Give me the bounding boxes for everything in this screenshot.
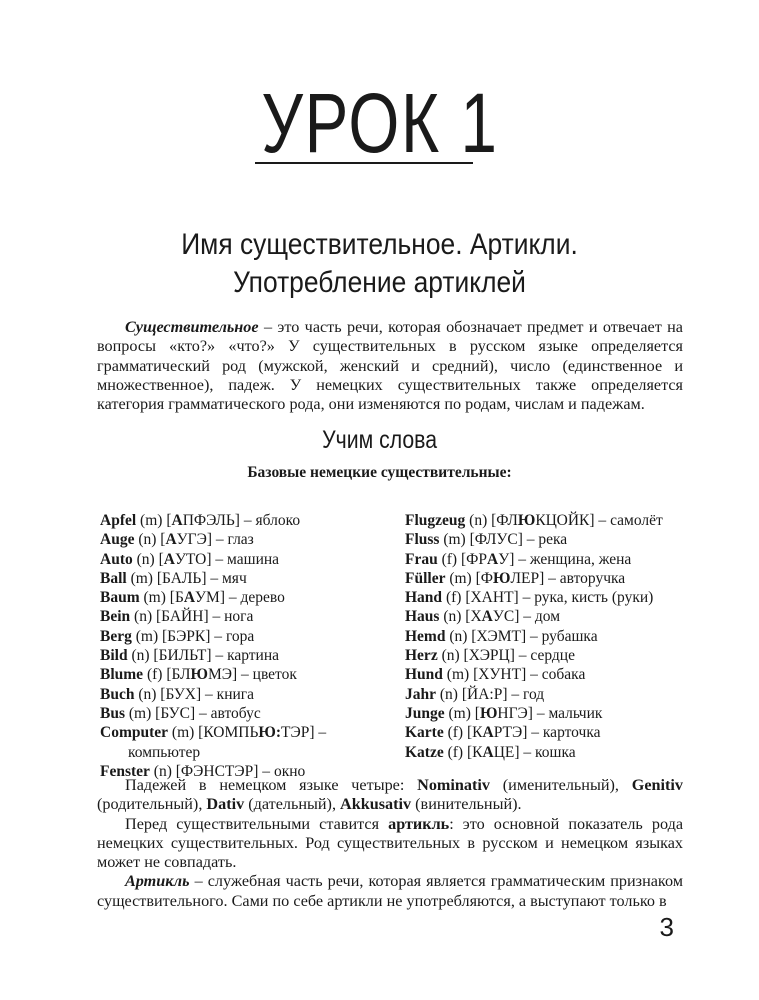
body-text: [97, 776, 683, 911]
gender: (m): [140, 512, 163, 529]
gender: (m): [130, 569, 153, 587]
german-word: Frau: [405, 550, 438, 568]
transcription: АПФЭЛЬ: [171, 512, 235, 529]
gender: (m): [143, 589, 166, 607]
german-word: Computer: [100, 724, 169, 742]
transcription: БЛЮМЭ: [171, 666, 232, 684]
german-word: Katze: [405, 743, 444, 761]
gender: (n): [138, 685, 157, 703]
transcription: ФЛЮКЦОЙК: [496, 512, 590, 529]
transcription: КАЦЕ: [472, 743, 515, 761]
section-title: [0, 426, 759, 455]
gender: (n): [443, 608, 462, 626]
transcription: КОМПЬЮ:ТЭР: [203, 724, 310, 742]
transcription: АУГЭ: [165, 531, 207, 549]
vocab-entry: Hemd (n) [ХЭМТ] – рубашка: [405, 627, 598, 645]
subtitle-line: Имя существительное. Артикли.: [181, 228, 578, 261]
german-word: Apfel: [100, 512, 137, 529]
translation: глаз: [227, 531, 254, 549]
gender: (n): [131, 647, 150, 665]
vocab-entry: Frau (f) [ФРАУ] – женщина, жена: [405, 550, 632, 568]
vocab-entry: Füller (m) [ФЮЛЕР] – авторучка: [405, 569, 626, 587]
german-word: Karte: [405, 724, 444, 742]
gender: (f): [447, 724, 464, 742]
vocab-entry: Karte (f) [КАРТЭ] – карточка: [405, 724, 601, 742]
transcription: ЙА:Р: [467, 685, 503, 703]
transcription: КАРТЭ: [472, 724, 523, 742]
vocab-entry: Jahr (n) [ЙА:Р] – год: [405, 685, 545, 703]
translation: дом: [534, 608, 561, 626]
translation: кошка: [535, 743, 576, 761]
gender: (n): [469, 512, 488, 529]
transcription: ХУНТ: [478, 666, 522, 684]
german-word: Buch: [100, 685, 135, 703]
transcription: ХАНТ: [470, 589, 514, 607]
cases-paragraph: Падежей в немецком языке четыре: Nominativ (именительный), Genitiv (родительный), Dativ (дательный), Akkusativ (винительный).: [97, 776, 683, 814]
translation: мяч: [222, 569, 247, 587]
transcription: ХАУС: [470, 608, 515, 626]
title-underline: [255, 162, 473, 164]
vocab-entry: Bild (n) [БИЛЬТ] – картина: [100, 647, 280, 665]
transcription: БАЛЬ: [162, 569, 202, 587]
gender: (n): [136, 550, 155, 568]
translation: авторучка: [559, 569, 626, 587]
translation: год: [523, 685, 545, 703]
german-word: Fluss: [405, 531, 440, 549]
vocab-entry: Hund (m) [ХУНТ] – собака: [405, 666, 586, 684]
german-word: Hund: [405, 666, 443, 684]
vocab-entry: Fluss (m) [ФЛУС] – река: [405, 531, 568, 549]
transcription: ФРАУ: [466, 550, 510, 568]
translation: яблоко: [255, 512, 301, 529]
vocab-entry: Berg (m) [БЭРК] – гора: [100, 627, 255, 645]
gender: (m): [446, 666, 470, 684]
vocab-entry: Fenster (n) [ФЭНСТЭР] – окно: [100, 762, 306, 780]
article-paragraph: Перед существительными ставится артикль: это основной показатель рода немецких существительных. Род существительных в русском и немецком языках может не совпадать.: [97, 814, 684, 872]
translation: машина: [227, 550, 280, 568]
translation: рука, кисть (руки): [534, 589, 654, 607]
translation: самолёт: [610, 512, 663, 529]
german-word: Bild: [100, 647, 128, 665]
vocab-entry: Computer (m) [КОМПЬЮ:ТЭР] – компьютер: [100, 724, 327, 761]
vocab-entry: Bein (n) [БАЙН] – нога: [100, 608, 254, 626]
german-word: Haus: [405, 608, 440, 626]
german-word: Jahr: [405, 685, 436, 703]
transcription: БУС: [160, 704, 190, 722]
translation: мальчик: [548, 704, 603, 722]
translation: дерево: [240, 589, 285, 607]
translation: картина: [227, 647, 280, 665]
translation: сердце: [530, 647, 575, 665]
german-word: Auge: [100, 531, 135, 549]
vocab-label: Базовые немецкие существительные:: [247, 464, 512, 481]
vocab-entry: Junge (m) [ЮНГЭ] – мальчик: [405, 704, 603, 722]
gender: (n): [441, 647, 460, 665]
translation: карточка: [542, 724, 601, 742]
translation: река: [538, 531, 568, 549]
german-word: Bus: [100, 704, 125, 722]
lesson-title-text: УРОК 1: [260, 76, 499, 170]
article-definition: Артикль – служебная часть речи, которая является грамматическим признаком существительного. Сами по себе артикли не употребляются, а выступают только в: [97, 872, 683, 910]
transcription: ФЛУС: [474, 531, 518, 549]
german-word: Flugzeug: [405, 512, 466, 529]
intro-text: – это часть речи, которая обозначает предмет и отвечает на вопросы «кто?» «что?» У существительных в русском языке определяется грамматический род (мужской, женский и средний), число (единственное и множественное), падеж. У немецких существительных также определяется категория грамматического рода, они изменяются по родам, числам и падежам.: [97, 318, 683, 414]
translation: цветок: [252, 666, 297, 684]
vocab-column-right: [405, 511, 695, 762]
lesson-title: [0, 78, 759, 168]
german-word: Berg: [100, 627, 132, 645]
german-word: Hand: [405, 589, 443, 607]
vocab-entry: Apfel (m) [АПФЭЛЬ] – яблоко: [100, 512, 301, 529]
transcription: ХЭМТ: [476, 627, 521, 645]
german-word: Auto: [100, 550, 133, 568]
translation: женщина, жена: [529, 550, 632, 568]
transcription: ЮНГЭ: [479, 704, 528, 722]
subtitle-line: Употребление артиклей: [233, 266, 526, 299]
intro-paragraph: [97, 318, 683, 414]
vocab-entry: Ball (m) [БАЛЬ] – мяч: [100, 569, 247, 587]
vocab-entry: Bus (m) [БУС] – автобус: [100, 704, 261, 722]
gender: (f): [441, 550, 458, 568]
vocab-entry: Baum (m) [БАУМ] – дерево: [100, 589, 285, 607]
translation: гора: [225, 627, 255, 645]
gender: (f): [445, 589, 462, 607]
vocab-entry: Flugzeug (n) [ФЛЮКЦОЙК] – самолёт: [405, 512, 663, 529]
translation: окно: [273, 762, 306, 780]
gender: (f): [146, 666, 163, 684]
gender: (m): [135, 627, 159, 645]
german-word: Fenster: [100, 762, 150, 780]
section-title-text: Учим слова: [322, 426, 437, 454]
transcription: БЭРК: [167, 627, 206, 645]
translation: собака: [541, 666, 586, 684]
gender: (n): [439, 685, 458, 703]
vocab-entry: Herz (n) [ХЭРЦ] – сердце: [405, 647, 575, 665]
vocab-entry: Auge (n) [АУГЭ] – глаз: [100, 531, 254, 549]
vocab-entry: Katze (f) [КАЦЕ] – кошка: [405, 743, 576, 761]
german-word: Baum: [100, 589, 140, 607]
transcription: ФЮЛЕР: [480, 569, 540, 587]
gender: (m): [449, 569, 472, 587]
german-word: Füller: [405, 569, 446, 587]
page-number: 3: [659, 912, 674, 942]
gender: (n): [153, 762, 172, 780]
gender: (m): [448, 704, 471, 722]
german-word: Ball: [100, 569, 127, 587]
transcription: БАУМ: [174, 589, 220, 607]
vocab-entry: Hand (f) [ХАНТ] – рука, кисть (руки): [405, 589, 654, 607]
translation: автобус: [210, 704, 261, 722]
gender: (n): [134, 608, 153, 626]
gender: (n): [449, 627, 468, 645]
translation: книга: [216, 685, 255, 703]
transcription: БАЙН: [161, 608, 204, 626]
vocab-entry: Auto (n) [АУТО] – машина: [100, 550, 280, 568]
translation: рубашка: [541, 627, 598, 645]
vocab-entry: Haus (n) [ХАУС] – дом: [405, 608, 561, 626]
translation: компьютер: [128, 743, 201, 761]
transcription: АУТО: [163, 550, 207, 568]
german-word: Herz: [405, 647, 438, 665]
gender: (m): [128, 704, 152, 722]
transcription: ХЭРЦ: [468, 647, 510, 665]
vocab-entry: Buch (n) [БУХ] – книга: [100, 685, 255, 703]
intro-term: Существительное: [125, 318, 259, 336]
translation: нога: [224, 608, 254, 626]
gender: (m): [443, 531, 466, 549]
gender: (m): [171, 724, 195, 742]
transcription: БИЛЬТ: [158, 647, 207, 665]
vocab-entry: Blume (f) [БЛЮМЭ] – цветок: [100, 666, 297, 684]
german-word: Junge: [405, 704, 445, 722]
gender: (n): [138, 531, 157, 549]
german-word: Blume: [100, 666, 144, 684]
transcription: БУХ: [165, 685, 196, 703]
german-word: Bein: [100, 608, 131, 626]
vocab-column-left: [100, 511, 400, 781]
german-word: Hemd: [405, 627, 446, 645]
chapter-subtitle: [0, 226, 759, 302]
gender: (f): [447, 743, 464, 761]
transcription: ФЭНСТЭР: [180, 762, 254, 780]
